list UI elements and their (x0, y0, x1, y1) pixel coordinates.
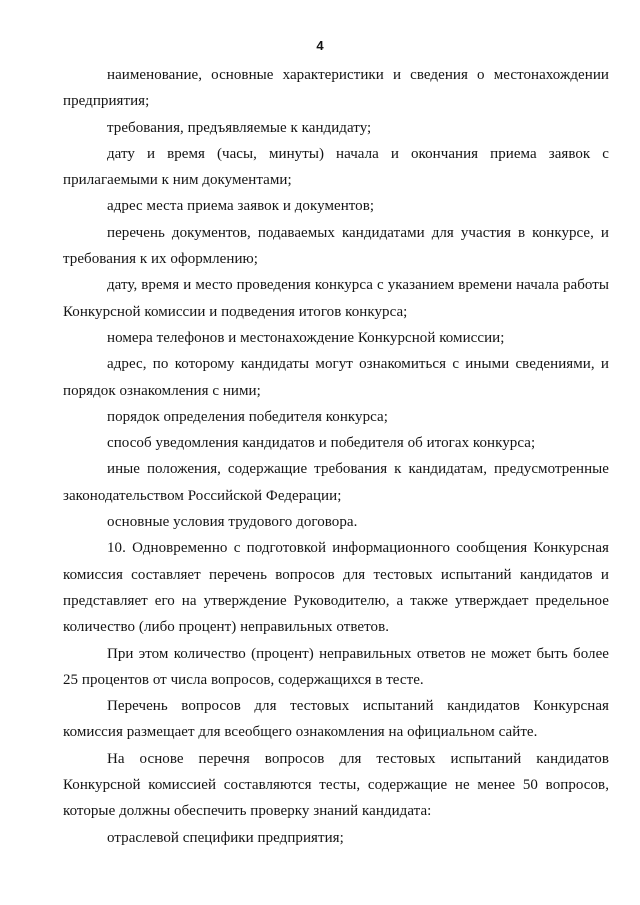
paragraph: отраслевой специфики предприятия; (107, 829, 344, 846)
paragraph: дату, время и место проведения конкурса с указанием времени начала работы Конкурсной комиссии и подведения итогов конкурса; (63, 277, 609, 320)
paragraph: адрес, по которому кандидаты могут ознакомиться с иными сведениями, и порядок ознакомления с ними; (63, 356, 609, 399)
paragraph: иные положения, содержащие требования к кандидатам, предусмотренные законодательством Российской Федерации; (63, 461, 609, 504)
paragraph: дату и время (часы, минуты) начала и окончания приема заявок с прилагаемыми к ним документами; (63, 145, 609, 189)
paragraph: номера телефонов и местонахождение Конкурсной комиссии; (107, 329, 505, 346)
paragraph: основные условия трудового договора. (107, 514, 358, 531)
paragraph: перечень документов, подаваемых кандидатами для участия в конкурсе, и требования к их оформлению; (63, 224, 609, 268)
paragraph: Перечень вопросов для тестовых испытаний кандидатов Конкурсная комиссия размещает для всеобщего ознакомления на официальном сайте. (63, 698, 609, 741)
paragraph: порядок определения победителя конкурса; (107, 408, 388, 425)
page-number: 4 (316, 38, 324, 53)
paragraph: адрес места приема заявок и документов; (107, 198, 375, 215)
paragraph-clause-10: 10. Одновременно с подготовкой информационного сообщения Конкурсная комиссия составляет перечень вопросов для тестовых испытаний кандидатов и представляет его на утверждение Руководителю, а также утверждает предельное количество (либо процент) неправильных ответов. (63, 540, 609, 636)
paragraph: способ уведомления кандидатов и победителя об итогах конкурса; (107, 435, 536, 452)
paragraph: требования, предъявляемые к кандидату; (107, 119, 372, 136)
document-body (63, 62, 609, 851)
paragraph: При этом количество (процент) неправильных ответов не может быть более 25 процентов от числа вопросов, содержащихся в тесте. (63, 645, 609, 688)
paragraph: наименование, основные характеристики и сведения о местонахождении предприятия; (63, 67, 609, 110)
paragraph: На основе перечня вопросов для тестовых испытаний кандидатов Конкурсной комиссией составляются тесты, содержащие не менее 50 вопросов, которые должны обеспечить проверку знаний кандидата: (63, 750, 609, 820)
